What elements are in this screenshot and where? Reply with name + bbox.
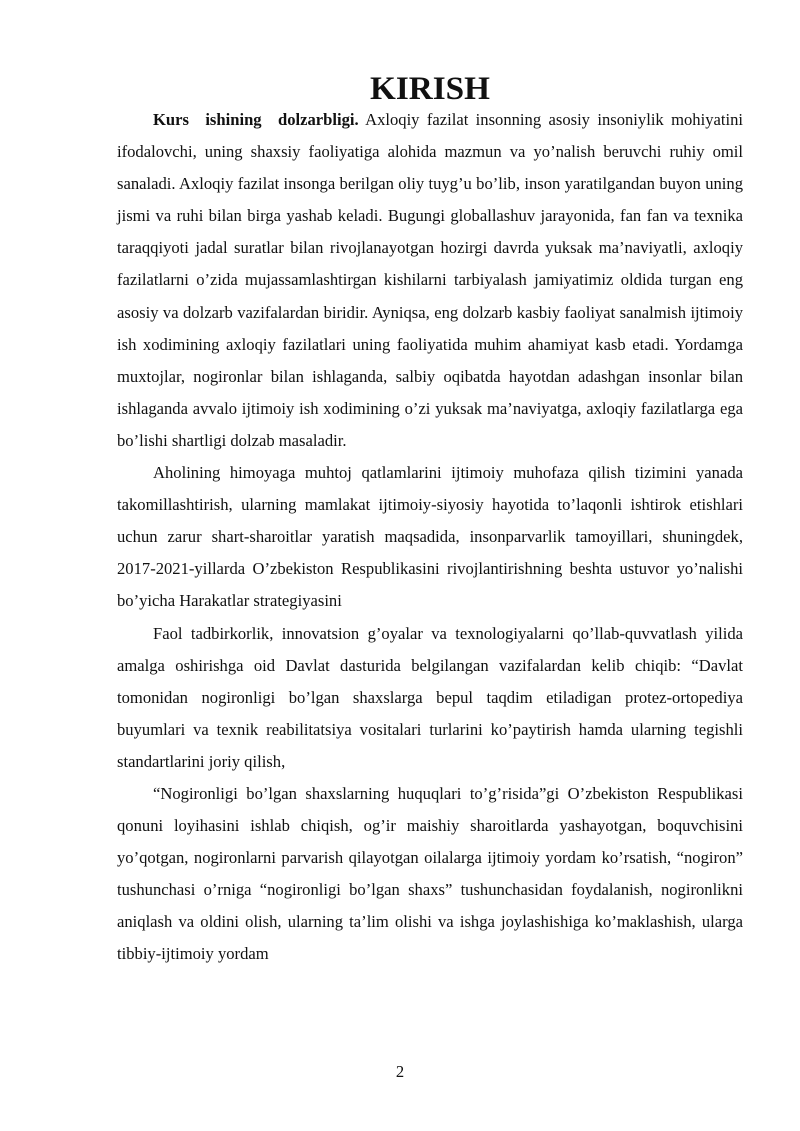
paragraph-law-draft: “Nogironligi bo’lgan shaxslarning huquqlari to’g’risida”gi O’zbekiston Respublikasi qonuni loyihasini ishlab chiqish, og’ir maishiy sharoitlarda yashayotgan, boquvchisini yo’qotgan, nogironlarni parvarish qilayotgan oilalarga ijtimoiy yordam ko’rsatish, “nogiron” tushunchasi o’rniga “nogironligi bo’lgan shaxs” tushunchasidan foydalanish, nogironlikni aniqlash va oldini olish, ularning ta’lim olishi va ishga joylashishiga ko’maklashish, ularga tibbiy-ijtimoiy yordam (117, 783, 743, 964)
section-title: KIRISH (370, 70, 490, 107)
paragraph-text: Axloqiy fazilat insonning asosiy insoniylik mohiyatini ifodalovchi, uning shaxsiy faoliyatiga alohida mazmun va yo’nalish beruvchi ruhiy omil sanaladi. Axloqiy fazilat insonga berilgan oliy tuyg’u bo’lib, inson yaratilgandan buyon uning jismi va ruhi bilan birga yashab keladi. Bugungi globallashuv jarayonida, fan fan va texnika taraqqiyoti jadal suratlar bilan rivojlanayotgan hozirgi davrda yuksak ma’naviyatli, axloqiy fazilatlarni o’zida mujassamlashtirgan kishilarni tarbiyalash jamiyatimiz oldida turgan eng asosiy va dolzarb vazifalardan biridir. Ayniqsa, eng dolzarb kasbiy faoliyat sanalmish ijtimoiy ish xodimining axloqiy fazilatlari uning faoliyatida muhim ahamiyat kasb etadi. Yordamga muxtojlar, nogironlar bilan ishlaganda, salbiy oqibatda hayotdan adashgan insonlar bilan ishlaganda avvalo ijtimoiy ish xodimining o’zi yuksak ma’naviyatga, axloqiy fazilatlarga ega bo’lishi shartligi dolzab masaladir. (117, 110, 743, 450)
page-number: 2 (395, 1062, 405, 1081)
paragraph-lead: Kurs ishining dolzarbligi. (153, 110, 359, 129)
paragraph-state-program: Faol tadbirkorlik, innovatsion g’oyalar va texnologiyalarni qo’llab-quvvatlash yilida amalga oshirishga oid Davlat dasturida belgilangan vazifalardan kelib chiqib: “Davlat tomonidan nogironligi bo’lgan shaxslarga bepul taqdim etiladigan protez-ortopediya buyumlari va texnik reabilitatsiya vositalari turlarini ko’paytirish hamda ularning tegishli standartlarini joriy qilish, (117, 623, 743, 771)
paragraph-relevance (117, 104, 743, 457)
document-page (117, 70, 743, 971)
paragraph-social-protection: Aholining himoyaga muhtoj qatlamlarini ijtimoiy muhofaza qilish tizimini yanada takomillashtirish, ularning mamlakat ijtimoiy-siyosiy hayotida to’laqonli ishtirok etishlari uchun zarur shart-sharoitlar yaratish maqsadida, insonparvarlik tamoyillari, shuningdek, 2017-2021-yillarda O’zbekiston Respublikasini rivojlantirishning beshta ustuvor yo’nalishi bo’yicha Harakatlar strategiyasini (117, 463, 743, 611)
